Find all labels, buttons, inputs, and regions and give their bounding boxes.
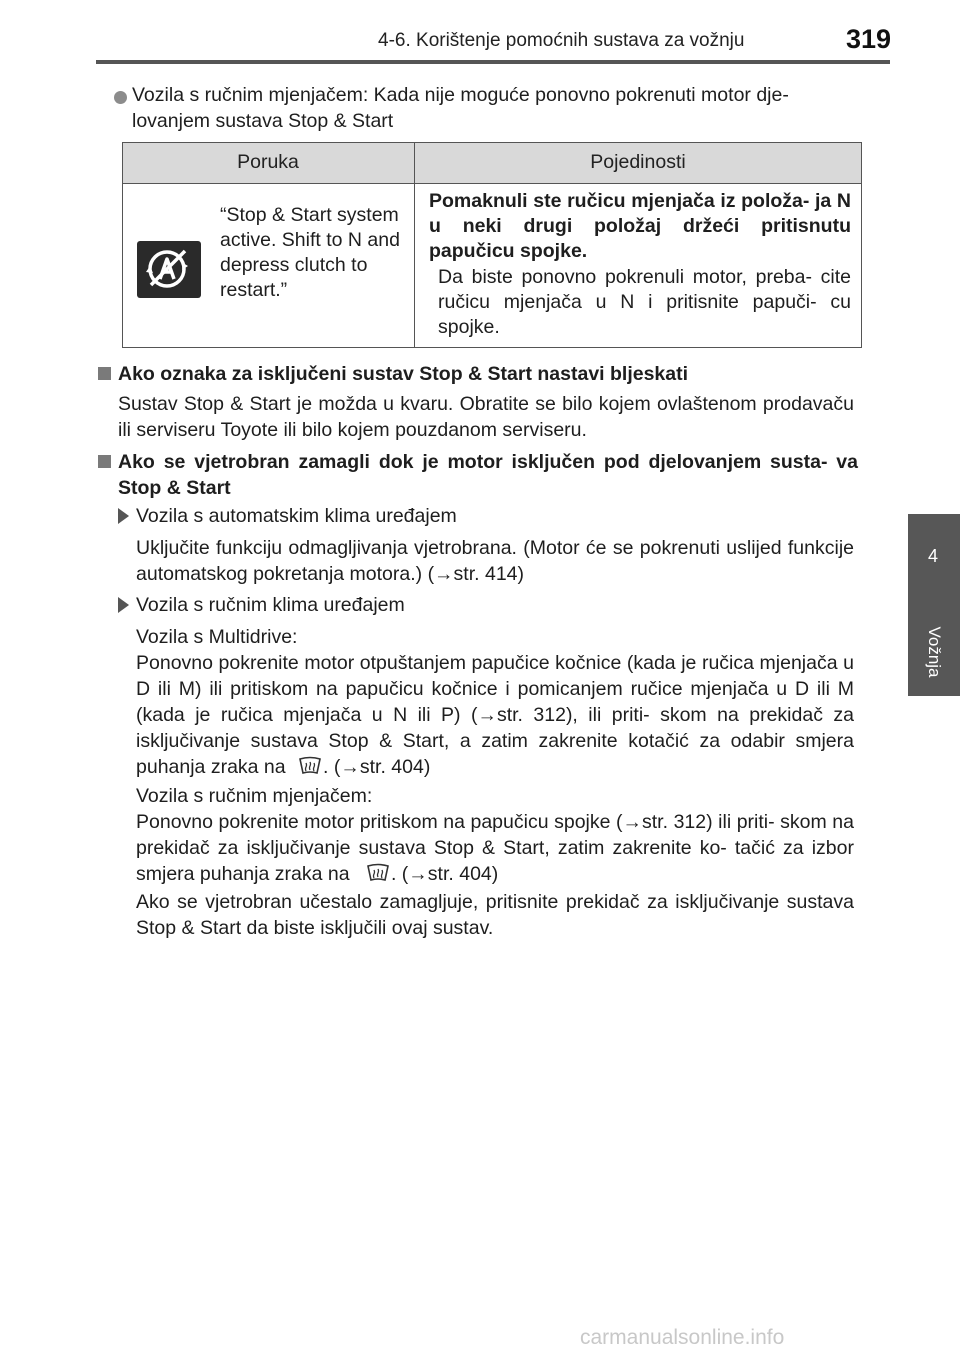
circle-bullet-icon [114,91,127,104]
square-bullet-icon [98,455,111,468]
manual-trans-body-end: . (→str. 404) [390,863,499,885]
watermark: carmanualsonline.info [580,1326,785,1349]
triangle-bullet-icon [118,508,129,524]
page-number: 319 [846,24,892,54]
table-header-message: Poruka [237,151,299,173]
manual-trans-body-text: Ponovno pokrenite motor pritiskom na papučicu spojke (→str. 312) ili priti- skom na prekidač za isključivanje sustava Stop & Start, zatim zakrenite ko- tačić za izbor smjera puhanja zraka na [136,811,854,885]
table-detail-text: Da biste ponovno pokrenuli motor, preba- cite ručicu mjenjača u N i pritisnite papuči- cu spojke. [438,266,851,338]
square-bullet-icon [98,367,111,380]
intro-line-2: lovanjem sustava Stop & Start [132,110,394,132]
stop-start-off-icon [137,241,201,298]
table-detail-bold: Pomaknuli ste ručicu mjenjača iz položa- ja N u neki drugi položaj držeći pritisnutu papučicu spojke. [429,190,851,262]
subsection-auto-ac-title: Vozila s automatskim klima uređajem [136,505,457,527]
intro-line-1: Vozila s ručnim mjenjačem: Kada nije moguće ponovno pokrenuti motor dje- [132,84,789,106]
table-header-details: Pojedinosti [590,151,686,173]
subsection-auto-ac-body: Uključite funkciju odmagljivanja vjetrobrana. (Motor će se pokrenuti uslijed funkcije automatskog pokretanja motora.) (→str. 414) [136,537,854,585]
multidrive-body-text: Ponovno pokrenite motor otpuštanjem papučice kočnice (kada je ručica mjenjača u D ili M) ili pritiskom na papučicu kočnice i pomicanjem ručice mjenjača u D ili M (kada je ručica mjenjača u N ili P) (→str. 312), ili priti- skom na prekidač za isključivanje sustava Stop & Start, a zatim zakrenite kotačić za odabir smjera puhanja zraka na [136,652,854,778]
section-heading-flashing: Ako oznaka za isključeni sustav Stop & Start nastavi bljeskati [118,363,689,385]
multidrive-label: Vozila s Multidrive: [136,626,298,648]
table-message-text: “Stop & Start system active. Shift to N and depress clutch to restart.” [220,204,400,301]
header-rule [96,60,890,64]
multidrive-body [136,650,854,780]
multidrive-body-end: . (→str. 404) [323,756,431,778]
triangle-bullet-icon [118,597,129,613]
windshield-defroster-icon [297,756,323,776]
manual-trans-label: Vozila s ručnim mjenjačem: [136,785,373,807]
side-tab-number: 4 [928,546,939,566]
section-body-flashing: Sustav Stop & Start je možda u kvaru. Obratite se bilo kojem ovlaštenom prodavaču ili serviseru Toyote ili bilo kojem pouzdanom serviseru. [118,393,854,441]
chapter-title: 4-6. Korištenje pomoćnih sustava za vožnju [378,30,745,51]
side-tab-label: Vožnja [925,626,944,678]
manual-trans-body [136,809,854,887]
subsection-manual-ac-title: Vozila s ručnim klima uređajem [136,594,405,616]
frequent-fog-note: Ako se vjetrobran učestalo zamagljuje, pritisnite prekidač za isključivanje sustava Stop & Start da biste isključili ovaj sustav. [136,891,854,939]
windshield-defroster-icon [365,863,391,883]
section-heading-fog: Ako se vjetrobran zamagli dok je motor isključen pod djelovanjem susta- va Stop & Start [118,451,858,499]
